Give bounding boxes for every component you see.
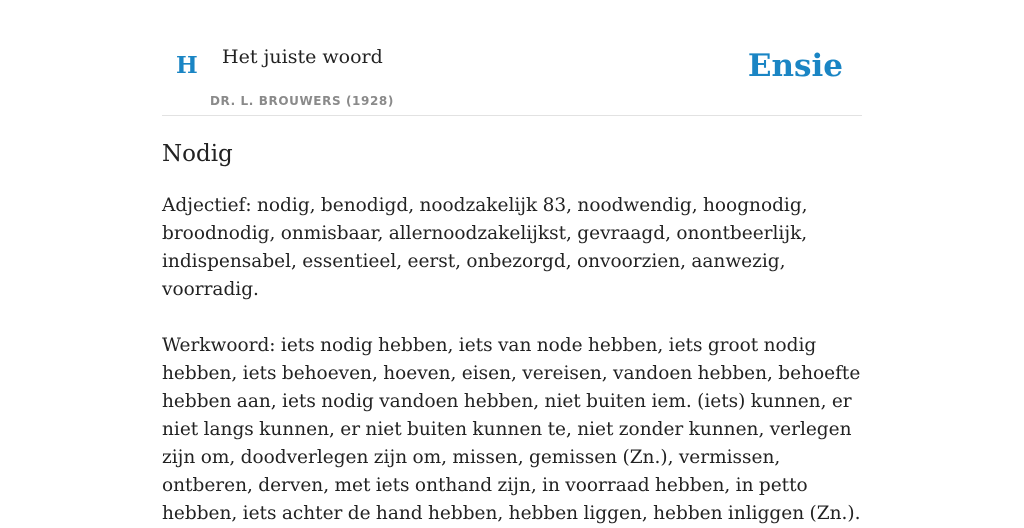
entry-title: Nodig: [162, 141, 233, 167]
book-title-link[interactable]: Het juiste woord: [222, 46, 383, 68]
source-header: [162, 0, 862, 116]
source-logo-icon[interactable]: H: [176, 52, 198, 79]
entry-content: [162, 116, 862, 528]
entry-paragraph-adjectief: Adjectief: nodig, benodigd, noodzakelijk 83, noodwendig, hoognodig, broodnodig, onmisbaar, allernoodzakelijkst, gevraagd, onontbeerlijk, indispensabel, essentieel, eerst, onbezorgd, onvoorzien, aanwezig, voorradig.: [162, 194, 808, 300]
page: [162, 0, 862, 528]
ensie-logo[interactable]: Ensie: [747, 48, 843, 84]
book-author: DR. L. BROUWERS (1928): [210, 94, 394, 108]
entry-paragraph-werkwoord: Werkwoord: iets nodig hebben, iets van node hebben, iets groot nodig hebben, iets behoeven, hoeven, eisen, vereisen, vandoen hebben, behoefte hebben aan, iets nodig vandoen hebben, niet buiten iem. (iets) kunnen, er niet langs kunnen, er niet buiten kunnen te, niet zonder kunnen, verlegen zijn om, doodverlegen zijn om, missen, gemissen (Zn.), vermissen, ontberen, derven, met iets onthand zijn, in voorraad hebben, in petto hebben, iets achter de hand hebben, hebben liggen, hebben inliggen (Zn.).: [162, 334, 861, 524]
